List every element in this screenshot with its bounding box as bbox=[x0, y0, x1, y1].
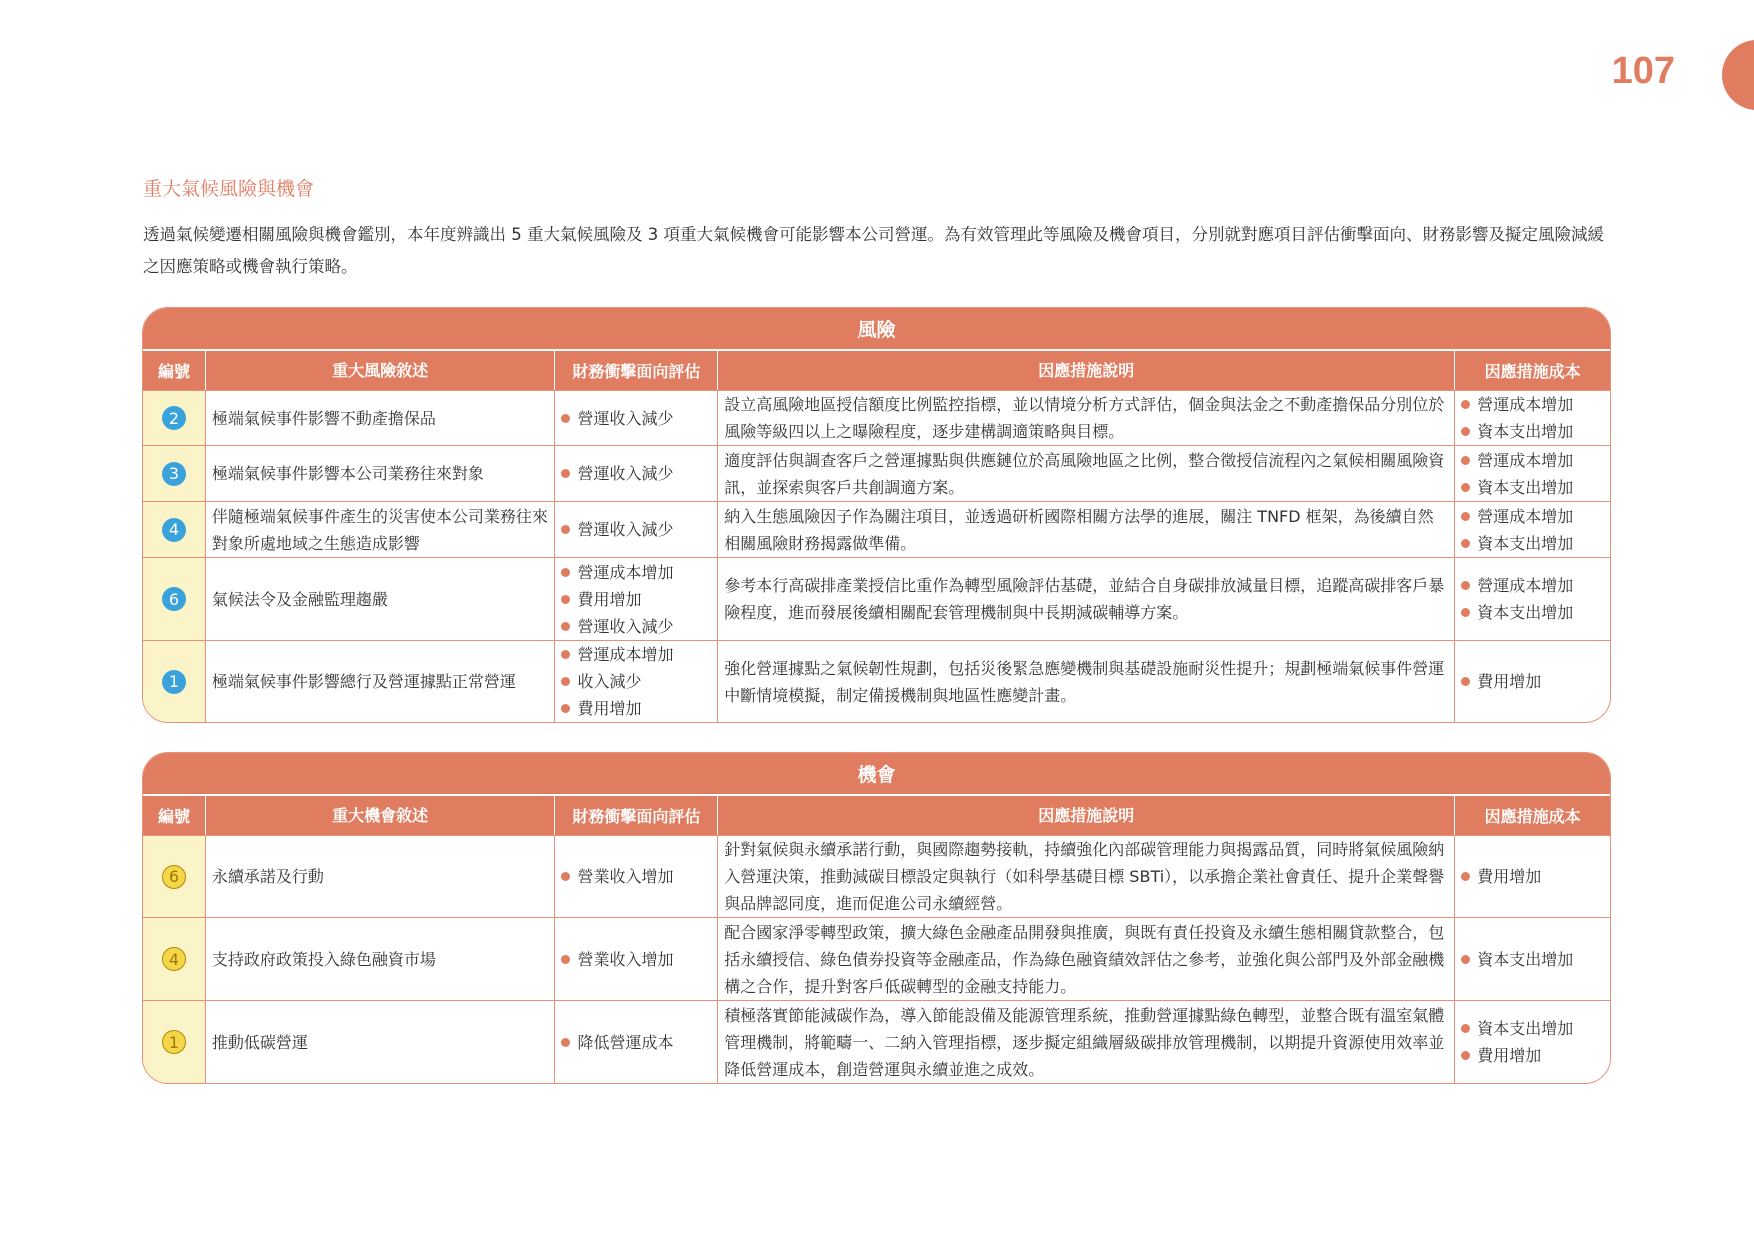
risk-description: 極端氣候事件影響總行及營運據點正常營運 bbox=[205, 641, 555, 722]
cost-item: 營運成本增加 bbox=[1461, 391, 1573, 418]
measures-text: 適度評估與調查客戶之營運據點與供應鏈位於高風險地區之比例，整合徵授信流程內之氣候相關風險資訊，並探索與客戶共創調適方案。 bbox=[717, 446, 1454, 501]
table-row bbox=[143, 557, 1610, 640]
impact-item: 費用增加 bbox=[561, 695, 673, 722]
opportunity-table-header bbox=[143, 795, 1610, 835]
header-cost: 因應措施成本 bbox=[1454, 796, 1610, 835]
header-impact: 財務衝擊面向評估 bbox=[554, 351, 717, 390]
number-badge: 3 bbox=[162, 462, 186, 486]
header-no: 編號 bbox=[157, 362, 190, 381]
risk-description: 伴隨極端氣候事件產生的災害使本公司業務往來對象所處地域之生態造成影響 bbox=[205, 502, 555, 557]
header-desc: 重大機會敘述 bbox=[205, 796, 555, 835]
table-row bbox=[143, 390, 1610, 445]
number-badge: 6 bbox=[162, 865, 186, 889]
impact-item: 費用增加 bbox=[561, 586, 673, 613]
opportunity-description: 推動低碳營運 bbox=[205, 1001, 555, 1083]
cost-item: 營運成本增加 bbox=[1461, 503, 1573, 530]
measures-text: 參考本行高碳排產業授信比重作為轉型風險評估基礎，並結合自身碳排放減量目標，追蹤高碳排客戶暴險程度，進而發展後續相關配套管理機制與中長期減碳輔導方案。 bbox=[717, 558, 1454, 640]
measures-text: 配合國家淨零轉型政策，擴大綠色金融產品開發與推廣，與既有責任投資及永續生態相關貸款整合，包括永續授信、綠色債券投資等金融產品，作為綠色融資績效評估之參考，並強化與公部門及外部金融機構之合作，提升對客戶低碳轉型的金融支持能力。 bbox=[717, 918, 1454, 1000]
cost-item: 資本支出增加 bbox=[1461, 946, 1573, 973]
header-no: 編號 bbox=[157, 807, 190, 826]
measures-text: 積極落實節能減碳作為，導入節能設備及能源管理系統，推動營運據點綠色轉型，並整合既有溫室氣體管理機制，將範疇一、二納入管理指標，逐步擬定組織層級碳排放管理機制，以期提升資源使用效率並降低營運成本，創造營運與永續並進之成效。 bbox=[717, 1001, 1454, 1083]
impact-item: 營業收入增加 bbox=[561, 946, 673, 973]
number-badge: 2 bbox=[162, 406, 186, 430]
impact-item: 營業收入增加 bbox=[561, 863, 673, 890]
opportunity-table-title: 機會 bbox=[143, 753, 1610, 795]
table-row bbox=[143, 640, 1610, 722]
corner-tab-decoration bbox=[1722, 40, 1754, 110]
cost-item: 資本支出增加 bbox=[1461, 530, 1573, 557]
measures-text: 設立高風險地區授信額度比例監控指標，並以情境分析方式評估，個金與法金之不動產擔保品分別位於風險等級四以上之曝險程度，逐步建構調適策略與目標。 bbox=[717, 391, 1454, 445]
table-row bbox=[143, 501, 1610, 557]
cost-item: 費用增加 bbox=[1461, 668, 1541, 695]
impact-item: 降低營運成本 bbox=[561, 1029, 673, 1056]
header-measures: 因應措施說明 bbox=[717, 351, 1454, 390]
table-row bbox=[143, 835, 1610, 917]
header-desc: 重大風險敘述 bbox=[205, 351, 555, 390]
number-badge: 1 bbox=[162, 670, 186, 694]
measures-text: 強化營運據點之氣候韌性規劃，包括災後緊急應變機制與基礎設施耐災性提升；規劃極端氣候事件營運中斷情境模擬，制定備援機制與地區性應變計畫。 bbox=[717, 641, 1454, 722]
page-number: 107 bbox=[1611, 50, 1675, 92]
table-row bbox=[143, 917, 1610, 1000]
impact-item: 營運成本增加 bbox=[561, 559, 673, 586]
risk-table-header bbox=[143, 350, 1610, 390]
cost-item: 資本支出增加 bbox=[1461, 418, 1573, 445]
risk-table bbox=[142, 307, 1611, 723]
intro-paragraph: 透過氣候變遷相關風險與機會鑑別，本年度辨識出 5 重大氣候風險及 3 項重大氣候機會可能影響本公司營運。為有效管理此等風險及機會項目，分別就對應項目評估衝擊面向、財務影響及擬定風險減緩之因應策略或機會執行策略。 bbox=[143, 225, 1604, 276]
opportunity-description: 支持政府政策投入綠色融資市場 bbox=[205, 918, 555, 1000]
number-badge: 1 bbox=[162, 1030, 186, 1054]
cost-item: 營運成本增加 bbox=[1461, 572, 1573, 599]
table-row bbox=[143, 445, 1610, 501]
cost-item: 費用增加 bbox=[1461, 863, 1541, 890]
measures-text: 針對氣候與永續承諾行動，與國際趨勢接軌，持續強化內部碳管理能力與揭露品質，同時將氣候風險納入營運決策，推動減碳目標設定與執行（如科學基礎目標 SBTi），以承擔企業社會責任、提升企業聲譽與品牌認同度，進而促進公司永續經營。 bbox=[717, 836, 1454, 917]
risk-description: 氣候法令及金融監理趨嚴 bbox=[205, 558, 555, 640]
impact-item: 營運成本增加 bbox=[561, 641, 673, 668]
opportunity-description: 永續承諾及行動 bbox=[205, 836, 555, 917]
impact-item: 營運收入減少 bbox=[561, 516, 673, 543]
risk-description: 極端氣候事件影響本公司業務往來對象 bbox=[205, 446, 555, 501]
number-badge: 4 bbox=[162, 518, 186, 542]
number-badge: 4 bbox=[162, 947, 186, 971]
impact-item: 收入減少 bbox=[561, 668, 673, 695]
impact-item: 營運收入減少 bbox=[561, 613, 673, 640]
cost-item: 資本支出增加 bbox=[1461, 599, 1573, 626]
opportunity-table bbox=[142, 752, 1611, 1084]
impact-item: 營運收入減少 bbox=[561, 460, 673, 487]
risk-description: 極端氣候事件影響不動產擔保品 bbox=[205, 391, 555, 445]
section-title: 重大氣候風險與機會 bbox=[143, 178, 315, 200]
table-row bbox=[143, 1000, 1610, 1083]
cost-item: 費用增加 bbox=[1461, 1042, 1573, 1069]
header-cost: 因應措施成本 bbox=[1454, 351, 1610, 390]
measures-text: 納入生態風險因子作為關注項目，並透過研析國際相關方法學的進展，關注 TNFD 框架，為後續自然相關風險財務揭露做準備。 bbox=[717, 502, 1454, 557]
number-badge: 6 bbox=[162, 587, 186, 611]
header-impact: 財務衝擊面向評估 bbox=[554, 796, 717, 835]
cost-item: 資本支出增加 bbox=[1461, 1015, 1573, 1042]
risk-table-title: 風險 bbox=[143, 308, 1610, 350]
impact-item: 營運收入減少 bbox=[561, 405, 673, 432]
header-measures: 因應措施說明 bbox=[717, 796, 1454, 835]
cost-item: 營運成本增加 bbox=[1461, 447, 1573, 474]
cost-item: 資本支出增加 bbox=[1461, 474, 1573, 501]
